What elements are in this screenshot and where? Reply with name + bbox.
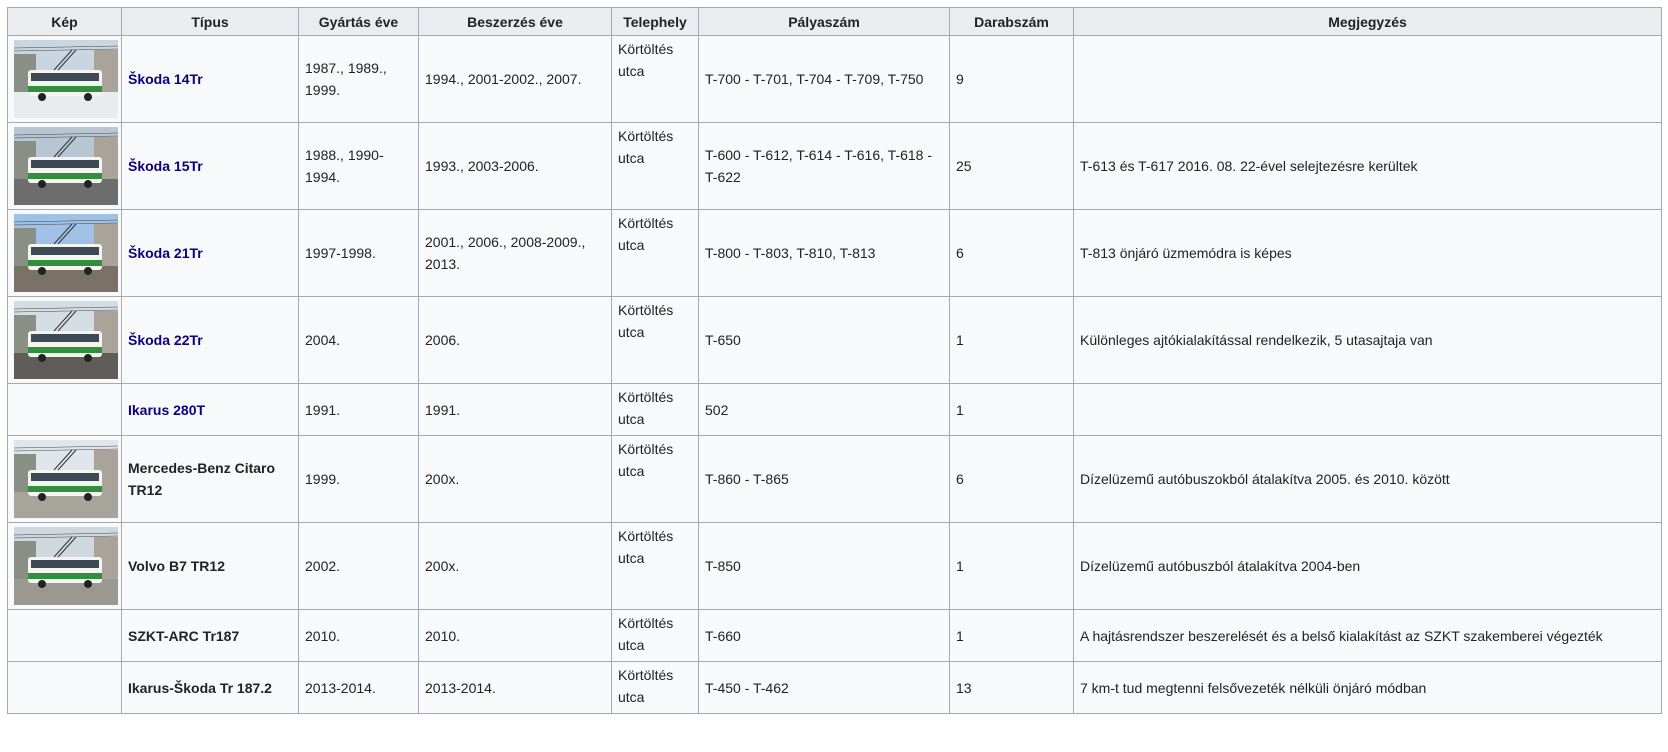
- cell-count: 6: [950, 210, 1074, 297]
- cell-depot: Körtöltés utca: [612, 36, 699, 123]
- cell-count: 1: [950, 384, 1074, 436]
- cell-acquired: 1994., 2001-2002., 2007.: [419, 36, 612, 123]
- trolleybus-fleet-table: [7, 7, 1662, 714]
- cell-type: [122, 610, 299, 662]
- cell-count: 6: [950, 436, 1074, 523]
- table-row: [8, 123, 1662, 210]
- type-label: Mercedes-Benz Citaro TR12: [128, 460, 276, 498]
- cell-image: [8, 662, 122, 714]
- cell-count: 1: [950, 523, 1074, 610]
- cell-fleet-numbers: T-660: [699, 610, 950, 662]
- trolleybus-photo[interactable]: [14, 440, 118, 518]
- cell-depot: Körtöltés utca: [612, 662, 699, 714]
- cell-type: [122, 662, 299, 714]
- cell-acquired: 200x.: [419, 523, 612, 610]
- cell-note: [1074, 384, 1662, 436]
- cell-note: T-813 önjáró üzmemódra is képes: [1074, 210, 1662, 297]
- type-link[interactable]: Škoda 14Tr: [128, 71, 203, 87]
- type-label: Volvo B7 TR12: [128, 558, 225, 574]
- cell-image: [8, 436, 122, 523]
- cell-type: [122, 297, 299, 384]
- header-note[interactable]: Megjegyzés: [1074, 8, 1662, 36]
- type-link[interactable]: Škoda 21Tr: [128, 245, 203, 261]
- cell-depot: Körtöltés utca: [612, 610, 699, 662]
- cell-manufactured: 1988., 1990-1994.: [299, 123, 419, 210]
- cell-manufactured: 2013-2014.: [299, 662, 419, 714]
- header-type[interactable]: Típus: [122, 8, 299, 36]
- table-header: [8, 8, 1662, 36]
- table-row: [8, 210, 1662, 297]
- cell-fleet-numbers: T-650: [699, 297, 950, 384]
- cell-note: Különleges ajtókialakítással rendelkezik, 5 utasajtaja van: [1074, 297, 1662, 384]
- cell-depot: Körtöltés utca: [612, 436, 699, 523]
- header-acquired[interactable]: Beszerzés éve: [419, 8, 612, 36]
- cell-acquired: 2001., 2006., 2008-2009., 2013.: [419, 210, 612, 297]
- cell-count: 1: [950, 610, 1074, 662]
- cell-type: [122, 436, 299, 523]
- header-fleet-numbers[interactable]: Pályaszám: [699, 8, 950, 36]
- cell-fleet-numbers: T-700 - T-701, T-704 - T-709, T-750: [699, 36, 950, 123]
- cell-acquired: 2006.: [419, 297, 612, 384]
- table-row: [8, 297, 1662, 384]
- cell-fleet-numbers: T-850: [699, 523, 950, 610]
- table-row: [8, 523, 1662, 610]
- cell-fleet-numbers: T-450 - T-462: [699, 662, 950, 714]
- cell-acquired: 1993., 2003-2006.: [419, 123, 612, 210]
- cell-image: [8, 36, 122, 123]
- cell-manufactured: 1999.: [299, 436, 419, 523]
- table-row: [8, 436, 1662, 523]
- table-row: [8, 662, 1662, 714]
- cell-note: 7 km-t tud megtenni felsővezeték nélküli önjáró módban: [1074, 662, 1662, 714]
- cell-note: A hajtásrendszer beszerelését és a belső kialakítást az SZKT szakemberei végezték: [1074, 610, 1662, 662]
- cell-depot: Körtöltés utca: [612, 523, 699, 610]
- table-row: [8, 36, 1662, 123]
- cell-count: 1: [950, 297, 1074, 384]
- cell-manufactured: 2002.: [299, 523, 419, 610]
- cell-note: [1074, 36, 1662, 123]
- cell-image: [8, 123, 122, 210]
- cell-note: Dízelüzemű autóbuszból átalakítva 2004-ben: [1074, 523, 1662, 610]
- header-count[interactable]: Darabszám: [950, 8, 1074, 36]
- table-row: [8, 610, 1662, 662]
- cell-fleet-numbers: T-860 - T-865: [699, 436, 950, 523]
- cell-fleet-numbers: T-600 - T-612, T-614 - T-616, T-618 - T-622: [699, 123, 950, 210]
- type-label: SZKT-ARC Tr187: [128, 627, 240, 644]
- trolleybus-photo[interactable]: [14, 40, 118, 118]
- cell-manufactured: 2010.: [299, 610, 419, 662]
- cell-note: T-613 és T-617 2016. 08. 22-ével selejtezésre kerültek: [1074, 123, 1662, 210]
- type-link[interactable]: Škoda 22Tr: [128, 332, 203, 348]
- trolleybus-photo[interactable]: [14, 527, 118, 605]
- cell-type: [122, 123, 299, 210]
- cell-type: [122, 210, 299, 297]
- table-body: [8, 36, 1662, 714]
- cell-manufactured: 2004.: [299, 297, 419, 384]
- cell-count: 25: [950, 123, 1074, 210]
- header-image[interactable]: Kép: [8, 8, 122, 36]
- cell-depot: Körtöltés utca: [612, 384, 699, 436]
- cell-manufactured: 1987., 1989., 1999.: [299, 36, 419, 123]
- cell-image: [8, 210, 122, 297]
- trolleybus-photo[interactable]: [14, 301, 118, 379]
- type-link[interactable]: Ikarus 280T: [128, 401, 206, 418]
- cell-manufactured: 1997-1998.: [299, 210, 419, 297]
- cell-type: [122, 36, 299, 123]
- type-link[interactable]: Škoda 15Tr: [128, 158, 203, 174]
- trolleybus-photo[interactable]: [14, 127, 118, 205]
- header-row: [8, 8, 1662, 36]
- type-label: Ikarus-Škoda Tr 187.2: [128, 679, 272, 696]
- cell-acquired: 200x.: [419, 436, 612, 523]
- cell-count: 13: [950, 662, 1074, 714]
- cell-manufactured: 1991.: [299, 384, 419, 436]
- cell-acquired: 2010.: [419, 610, 612, 662]
- cell-depot: Körtöltés utca: [612, 123, 699, 210]
- header-depot[interactable]: Telephely: [612, 8, 699, 36]
- cell-acquired: 2013-2014.: [419, 662, 612, 714]
- cell-fleet-numbers: 502: [699, 384, 950, 436]
- table-row: [8, 384, 1662, 436]
- cell-count: 9: [950, 36, 1074, 123]
- cell-image: [8, 610, 122, 662]
- cell-image: [8, 523, 122, 610]
- cell-type: [122, 384, 299, 436]
- header-manufactured[interactable]: Gyártás éve: [299, 8, 419, 36]
- cell-acquired: 1991.: [419, 384, 612, 436]
- cell-fleet-numbers: T-800 - T-803, T-810, T-813: [699, 210, 950, 297]
- cell-depot: Körtöltés utca: [612, 210, 699, 297]
- cell-type: [122, 523, 299, 610]
- cell-image: [8, 297, 122, 384]
- cell-depot: Körtöltés utca: [612, 297, 699, 384]
- trolleybus-photo[interactable]: [14, 214, 118, 292]
- cell-image: [8, 384, 122, 436]
- cell-note: Dízelüzemű autóbuszokból átalakítva 2005. és 2010. között: [1074, 436, 1662, 523]
